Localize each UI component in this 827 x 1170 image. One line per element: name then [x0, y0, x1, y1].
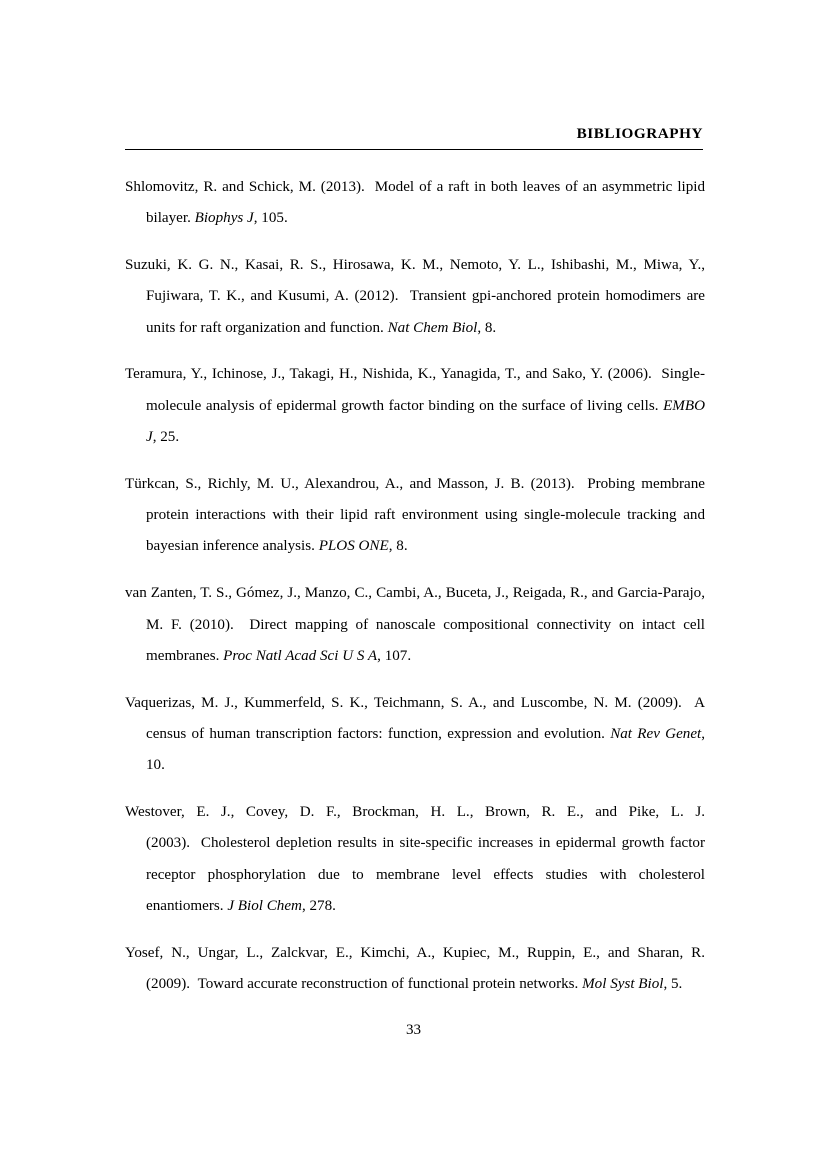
page-number: 33	[405, 1022, 422, 1038]
running-header	[125, 126, 703, 150]
entry-authors-year: Vaquerizas, M. J., Kummerfeld, S. K., Teichmann, S. A., and Luscombe, N. M. (2009).	[125, 694, 682, 711]
bibliography-entry: Teramura, Y., Ichinose, J., Takagi, H., Nishida, K., Yanagida, T., and Sako, Y. (2006). Single-molecule analysis of epidermal growth factor binding on the surface of living cells. EMBO J, 25.	[125, 366, 706, 446]
entry-authors-year: Türkcan, S., Richly, M. U., Alexandrou, A., and Masson, J. B. (2013).	[125, 475, 575, 492]
entry-volume: 25.	[160, 429, 180, 446]
bibliography-entry: Vaquerizas, M. J., Kummerfeld, S. K., Teichmann, S. A., and Luscombe, N. M. (2009). A census of human transcription factors: function, expression and evolution. Nat Rev Genet, 10.	[125, 694, 706, 774]
entry-journal: Mol Syst Biol	[582, 976, 664, 993]
entry-title: A census of human transcription factors: function, expression and evolution.	[146, 694, 706, 742]
entry-volume: 278.	[309, 897, 336, 914]
header-rule	[125, 149, 703, 150]
entry-journal: Proc Natl Acad Sci U S A	[223, 647, 378, 664]
bibliography-entry: van Zanten, T. S., Gómez, J., Manzo, C., Cambi, A., Buceta, J., Reigada, R., and Garcia-Parajo, M. F. (2010). Direct mapping of nanoscale compositional connectivity on intact cell membranes. Proc Natl Acad Sci U S A, 107.	[125, 585, 705, 664]
entry-journal: Nat Rev Genet	[610, 725, 702, 742]
entry-journal: J Biol Chem	[227, 897, 302, 914]
entry-authors-year: Yosef, N., Ungar, L., Zalckvar, E., Kimchi, A., Kupiec, M., Ruppin, E., and Sharan, R. (2009).	[125, 944, 705, 993]
entry-journal: PLOS ONE	[318, 538, 389, 555]
entry-volume: 5.	[670, 976, 683, 993]
entry-authors-year: van Zanten, T. S., Gómez, J., Manzo, C., Cambi, A., Buceta, J., Reigada, R., and Garcia-Parajo, M. F. (2010).	[125, 585, 705, 633]
entry-title: Probing membrane protein interactions with their lipid raft environment using single-molecule tracking and bayesian inference analysis.	[146, 475, 706, 555]
entry-title: Toward accurate reconstruction of functional protein networks.	[197, 976, 579, 993]
entry-volume: 105.	[261, 210, 288, 227]
entry-journal: Nat Chem Biol	[387, 319, 478, 336]
entry-title: Model of a raft in both leaves of an asymmetric lipid bilayer.	[146, 179, 705, 227]
entry-title: Cholesterol depletion results in site-specific increases in epidermal growth factor receptor phosphorylation due to membrane level effects studies with cholesterol enantiomers.	[146, 835, 705, 914]
entry-journal: EMBO J	[146, 397, 705, 446]
entry-authors-year: Shlomovitz, R. and Schick, M. (2013).	[125, 179, 365, 195]
entry-title: Single-molecule analysis of epidermal growth factor binding on the surface of living cells.	[146, 366, 706, 414]
page-title: BIBLIOGRAPHY	[576, 125, 703, 142]
entry-volume: 8.	[484, 319, 497, 336]
bibliography-entry: Westover, E. J., Covey, D. F., Brockman, H. L., Brown, R. E., and Pike, L. J. (2003). Cholesterol depletion results in site-specific increases in epidermal growth factor receptor phosphorylation due to membrane level effects studies with cholesterol enantiomers. J Biol Chem, 278.	[125, 804, 705, 914]
bibliography-entry: Suzuki, K. G. N., Kasai, R. S., Hirosawa, K. M., Nemoto, Y. L., Ishibashi, M., Miwa, Y., Fujiwara, T. K., and Kusumi, A. (2012). Transient gpi-anchored protein homodimers are units for raft organization and function. Nat Chem Biol, 8.	[125, 257, 706, 336]
entry-title: Direct mapping of nanoscale compositional connectivity on intact cell membranes.	[146, 616, 705, 664]
entry-authors-year: Teramura, Y., Ichinose, J., Takagi, H., Nishida, K., Yanagida, T., and Sako, Y. (2006).	[125, 366, 652, 383]
entry-title: Transient gpi-anchored protein homodimers are units for raft organization and function.	[146, 288, 706, 336]
entry-volume: 8.	[396, 538, 408, 555]
entry-volume: 107.	[384, 647, 412, 664]
bibliography-entry: Yosef, N., Ungar, L., Zalckvar, E., Kimchi, A., Kupiec, M., Ruppin, E., and Sharan, R. (2009). Toward accurate reconstruction of functional protein networks. Mol Syst Biol, 5.	[125, 944, 705, 993]
entry-journal: Biophys J	[194, 210, 254, 227]
bibliography-list	[125, 172, 705, 1000]
entry-authors-year: Suzuki, K. G. N., Kasai, R. S., Hirosawa, K. M., Nemoto, Y. L., Ishibashi, M., Miwa, Y., Fujiwara, T. K., and Kusumi, A. (2012).	[125, 257, 705, 305]
entry-volume: 10.	[146, 757, 165, 774]
bibliography-entry: Türkcan, S., Richly, M. U., Alexandrou, A., and Masson, J. B. (2013). Probing membrane protein interactions with their lipid raft environment using single-molecule tracking and bayesian inference analysis. PLOS ONE, 8.	[125, 475, 706, 555]
bibliography-entry: Shlomovitz, R. and Schick, M. (2013). Model of a raft in both leaves of an asymmetric lipid bilayer. Biophys J, 105.	[125, 179, 705, 227]
entry-authors-year: Westover, E. J., Covey, D. F., Brockman, H. L., Brown, R. E., and Pike, L. J. (2003).	[125, 804, 705, 852]
